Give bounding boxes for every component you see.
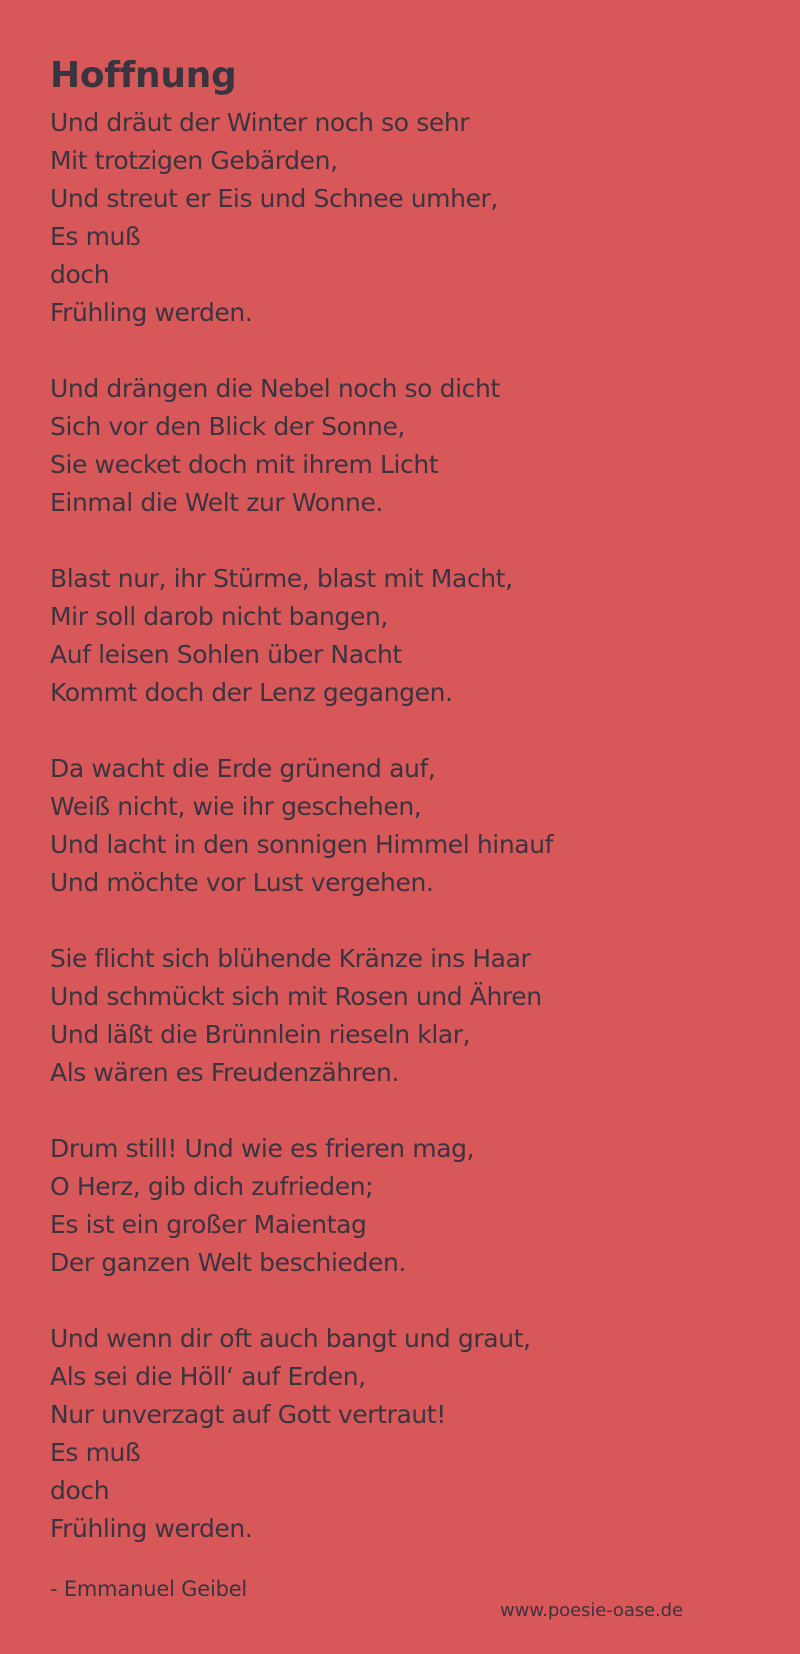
- poem-line: Es ist ein großer Maientag: [50, 1210, 367, 1239]
- poem-line: Frühling werden.: [50, 1514, 253, 1543]
- poem-line: Und dräut der Winter noch so sehr: [50, 108, 470, 137]
- poem-line: Und streut er Eis und Schnee umher,: [50, 184, 498, 213]
- stanza-6: [50, 1130, 750, 1282]
- poem-line: Und lacht in den sonnigen Himmel hinauf: [50, 830, 554, 859]
- stanza-4: [50, 750, 750, 902]
- poem-title: Hoffnung: [50, 55, 237, 96]
- poem-line: Blast nur, ihr Stürme, blast mit Macht,: [50, 564, 513, 593]
- poem-line: Sie flicht sich blühende Kränze ins Haar: [50, 944, 531, 973]
- poem-line: Es muß: [50, 222, 141, 251]
- poem-line: Mit trotzigen Gebärden,: [50, 146, 338, 175]
- poem-line: Und schmückt sich mit Rosen und Ähren: [50, 982, 542, 1011]
- poem-line: O Herz, gib dich zufrieden;: [50, 1172, 374, 1201]
- poem-card: [50, 52, 750, 1548]
- stanza-5: [50, 940, 750, 1092]
- poem-line: Und möchte vor Lust vergehen.: [50, 868, 434, 897]
- poem-line: Kommt doch der Lenz gegangen.: [50, 678, 453, 707]
- poem-line: Der ganzen Welt beschieden.: [50, 1248, 406, 1277]
- poem-line: doch: [50, 1476, 110, 1505]
- poem-line: Als sei die Höll‘ auf Erden,: [50, 1362, 366, 1391]
- poem-line: Als wären es Freudenzähren.: [50, 1058, 400, 1087]
- poem-line: Mir soll darob nicht bangen,: [50, 602, 388, 631]
- poem-line: Da wacht die Erde grünend auf,: [50, 754, 436, 783]
- poem-line: doch: [50, 260, 110, 289]
- poem-line: Sie wecket doch mit ihrem Licht: [50, 450, 439, 479]
- poem-line: Und läßt die Brünnlein rieseln klar,: [50, 1020, 471, 1049]
- poem-line: Drum still! Und wie es frieren mag,: [50, 1134, 475, 1163]
- poem-line: Auf leisen Sohlen über Nacht: [50, 640, 402, 669]
- poem-line: Es muß: [50, 1438, 141, 1467]
- poem-line: Nur unverzagt auf Gott vertraut!: [50, 1400, 446, 1429]
- poem-line: Und wenn dir oft auch bangt und graut,: [50, 1324, 531, 1353]
- stanza-7: [50, 1320, 750, 1548]
- poem-author: - Emmanuel Geibel: [50, 1577, 248, 1601]
- website-link[interactable]: www.poesie-oase.de: [500, 1600, 683, 1621]
- poem-line: Sich vor den Blick der Sonne,: [50, 412, 405, 441]
- stanza-1: [50, 104, 750, 332]
- stanza-2: [50, 370, 750, 522]
- poem-line: Weiß nicht, wie ihr geschehen,: [50, 792, 422, 821]
- poem-line: Einmal die Welt zur Wonne.: [50, 488, 383, 517]
- poem-line: Frühling werden.: [50, 298, 253, 327]
- poem-line: Und drängen die Nebel noch so dicht: [50, 374, 500, 403]
- stanza-3: [50, 560, 750, 712]
